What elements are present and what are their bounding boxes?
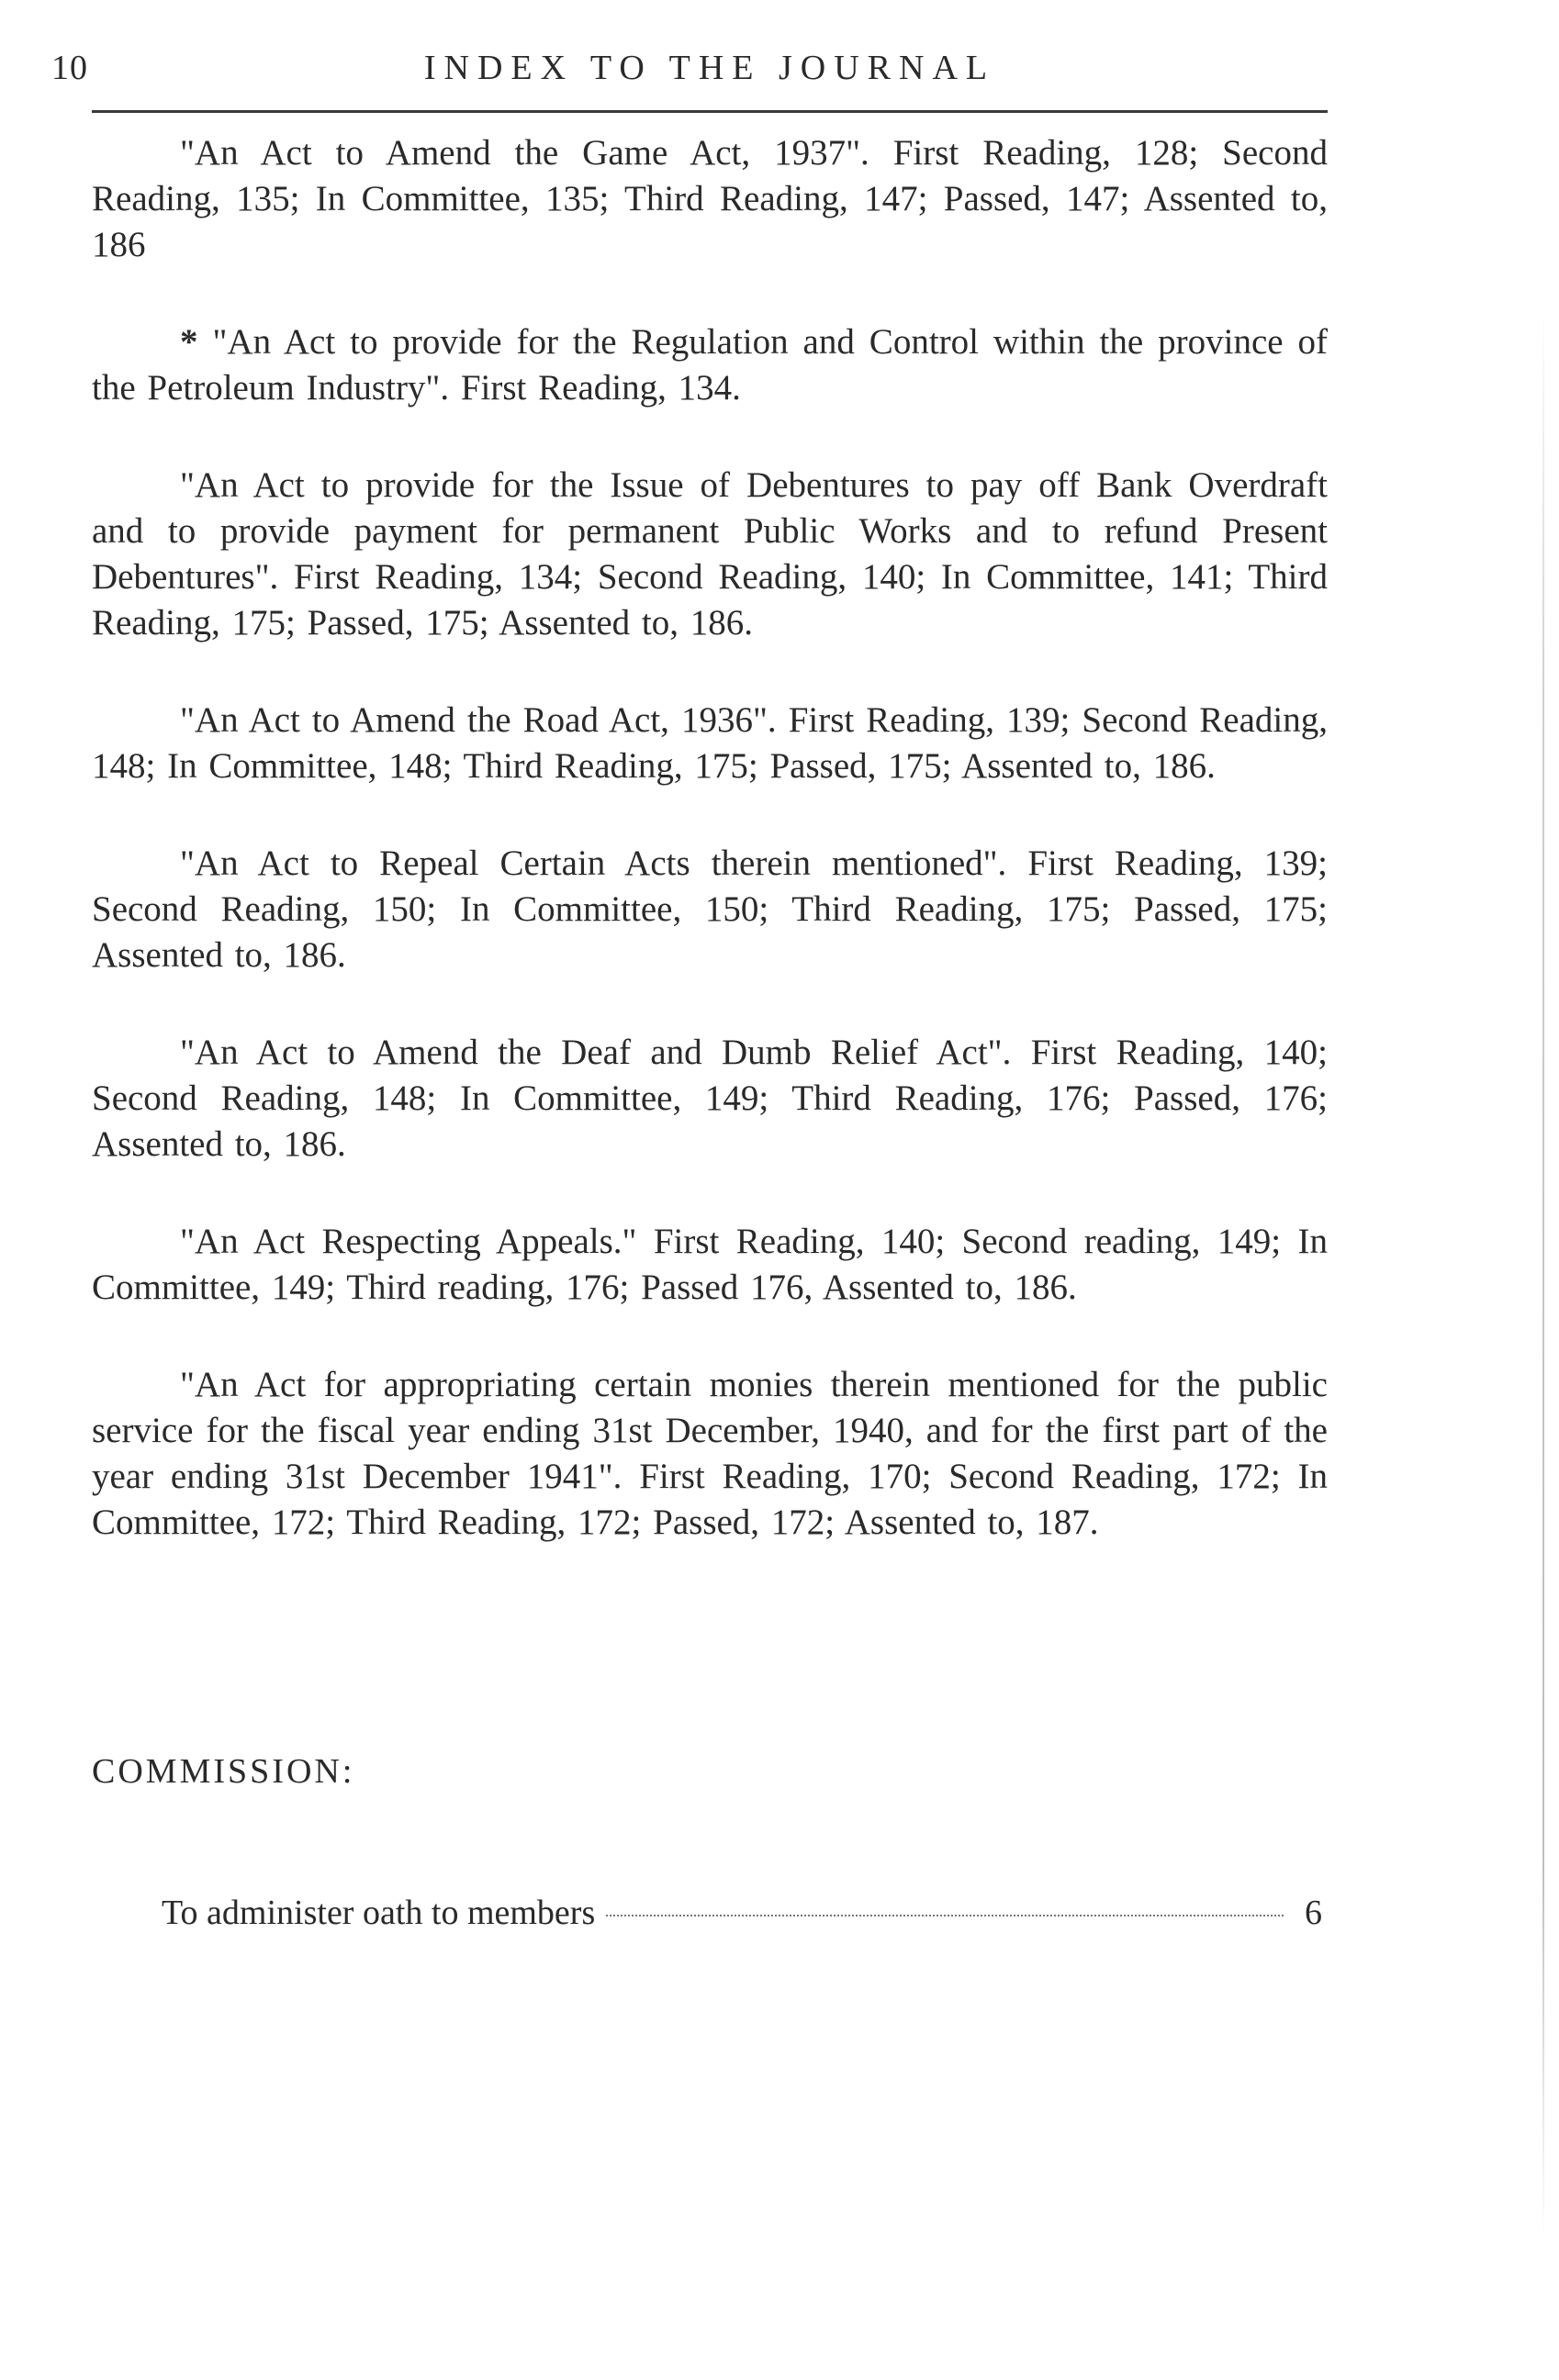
index-entry — [92, 463, 1328, 646]
page-number: 10 — [51, 49, 88, 87]
commission-heading: COMMISSION: — [92, 1752, 355, 1791]
index-entry — [92, 698, 1328, 789]
index-entry — [92, 1030, 1328, 1168]
commission-item-page: 6 — [1305, 1894, 1322, 1932]
index-entry — [92, 1362, 1328, 1546]
index-entry — [92, 1219, 1328, 1311]
running-head: INDEX TO THE JOURNAL — [423, 49, 996, 87]
header-rule — [92, 110, 1328, 113]
entry-text: "An Act for appropriating certain monies therein mentioned for the public service for the fiscal year ending 31st December, 1940, and for the first part of the year ending 31st December 1941". First Reading, 170; Second Reading, 172; In Committee, 172; Third Reading, 172; Passed, 172; Assented to, 187. — [92, 1365, 1328, 1542]
entry-text: "An Act to provide for the Issue of Debentures to pay off Bank Overdraft and to provide payment for permanent Public Works and to refund Present Debentures". First Reading, 134; Second Reading, 140; In Committee, 141; Third Reading, 175; Passed, 175; Assented to, 186. — [92, 465, 1328, 642]
index-entries — [92, 130, 1328, 1597]
scan-edge-line — [1542, 312, 1544, 2240]
asterisk-marker: * — [180, 322, 198, 362]
dot-leader — [606, 1915, 1284, 1916]
entry-text: "An Act to Amend the Road Act, 1936". First Reading, 139; Second Reading, 148; In Committee, 148; Third Reading, 175; Passed, 175; Assented to, 186. — [92, 700, 1328, 786]
index-entry — [92, 130, 1328, 268]
index-entry — [92, 841, 1328, 978]
entry-text: "An Act to Amend the Game Act, 1937". First Reading, 128; Second Reading, 135; In Committee, 135; Third Reading, 147; Passed, 147; Assented to, 186 — [92, 133, 1328, 264]
entry-text: "An Act to Amend the Deaf and Dumb Relief Act". First Reading, 140; Second Reading, 148; In Committee, 149; Third Reading, 176; Passed, 176; Assented to, 186. — [92, 1033, 1328, 1164]
index-entry — [92, 319, 1328, 411]
entry-text: "An Act to Repeal Certain Acts therein mentioned". First Reading, 139; Second Reading, 150; In Committee, 150; Third Reading, 175; Passed, 175; Assented to, 186. — [92, 844, 1328, 975]
entry-text: "An Act Respecting Appeals." First Reading, 140; Second reading, 149; In Committee, 149; Third reading, 176; Passed 176, Assented to, 186. — [92, 1222, 1328, 1307]
commission-item — [162, 1893, 1328, 1933]
entry-text: "An Act to provide for the Regulation and Control within the province of the Petroleum Industry". First Reading, 134. — [92, 322, 1328, 408]
commission-item-label: To administer oath to members — [162, 1894, 596, 1932]
